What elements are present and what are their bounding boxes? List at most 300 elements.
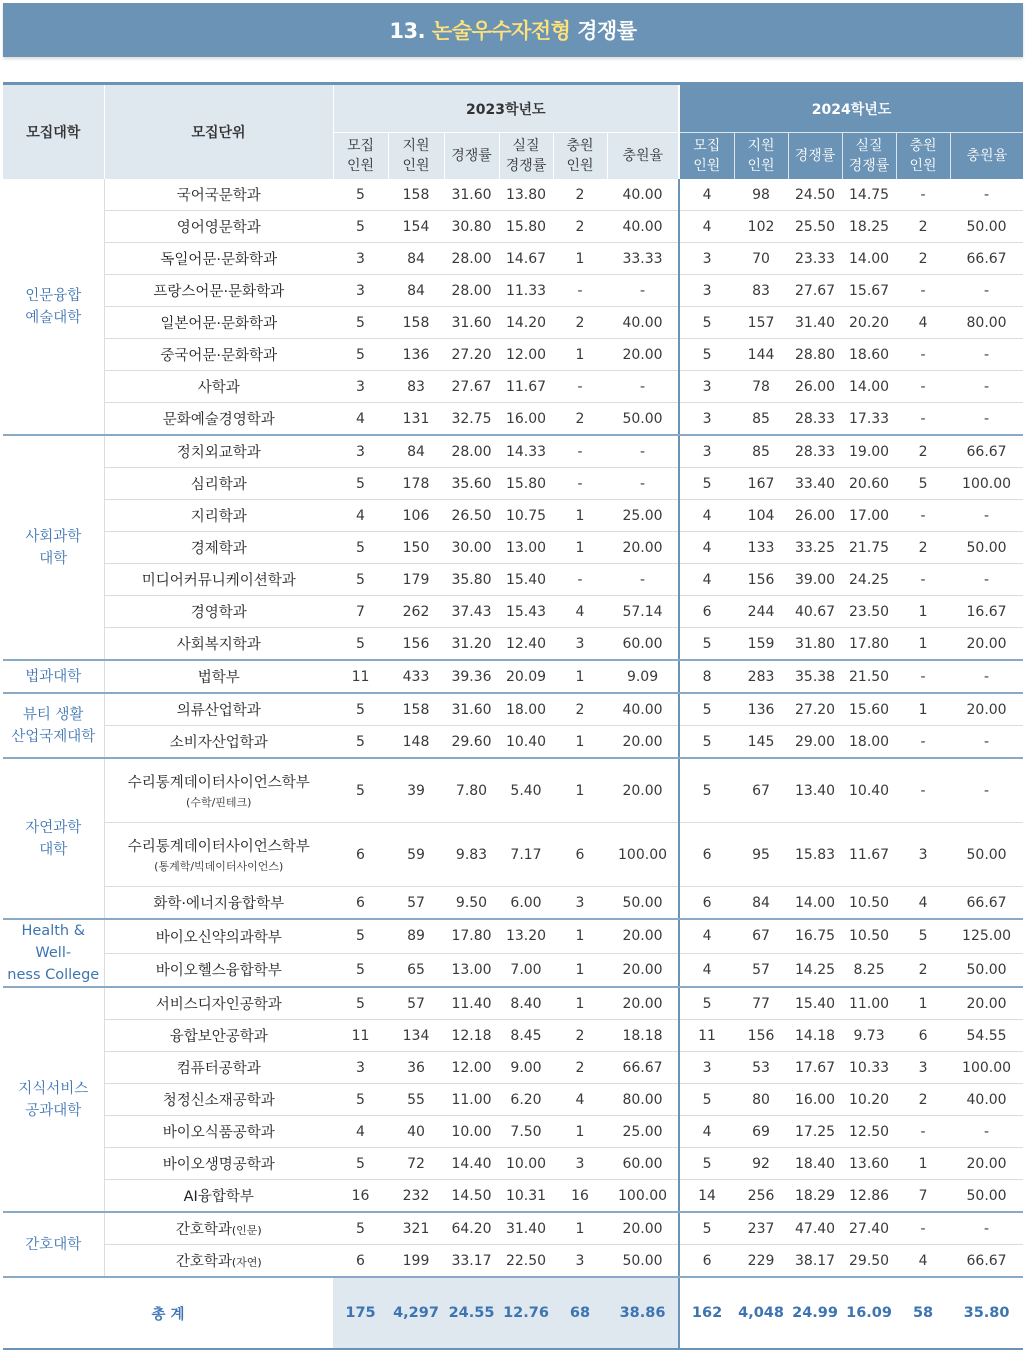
cell-y2023-0: 5 <box>333 307 388 339</box>
title-highlight: 논술우수자전형 <box>431 19 571 43</box>
cell-y2024-3: 24.25 <box>842 564 896 596</box>
cell-y2023-0: 5 <box>333 919 388 953</box>
unit-label: 수리통계데이터사이언스학부 <box>127 775 310 791</box>
cell-y2023-0: 3 <box>333 435 388 468</box>
cell-y2024-0: 3 <box>679 1052 734 1084</box>
cell-y2024-3: 14.00 <box>842 243 896 275</box>
cell-y2023-4: 1 <box>553 987 607 1020</box>
cell-y2023-2: 12.00 <box>444 1052 499 1084</box>
cell-y2024-0: 6 <box>679 1245 734 1278</box>
cell-y2024-3: 11.67 <box>842 823 896 887</box>
cell-y2024-2: 47.40 <box>788 1212 842 1245</box>
subheader-24-1: 지원 인원 <box>734 133 788 180</box>
cell-y2023-5: 40.00 <box>607 693 679 726</box>
cell-y2023-5: 60.00 <box>607 628 679 661</box>
table-row <box>3 1148 1023 1180</box>
cell-y2024-4: 5 <box>896 919 950 953</box>
cell-y2024-4: - <box>896 1116 950 1148</box>
cell-y2023-4: 2 <box>553 211 607 243</box>
unit-name <box>104 1084 333 1116</box>
header-college: 모집대학 <box>3 84 104 180</box>
cell-y2024-3: 20.20 <box>842 307 896 339</box>
cell-y2023-4: 1 <box>553 243 607 275</box>
cell-y2024-2: 28.33 <box>788 403 842 436</box>
table-row <box>3 307 1023 339</box>
cell-y2023-4: 4 <box>553 596 607 628</box>
unit-label: 소비자산업학과 <box>169 735 268 751</box>
cell-y2024-5: - <box>950 660 1023 693</box>
cell-y2023-3: 14.20 <box>499 307 553 339</box>
cell-y2024-1: 69 <box>734 1116 788 1148</box>
table-row <box>3 1245 1023 1278</box>
cell-y2023-0: 6 <box>333 823 388 887</box>
cell-y2024-1: 244 <box>734 596 788 628</box>
subheader-23-3: 실질 경쟁률 <box>499 133 553 180</box>
table-row <box>3 211 1023 243</box>
subheader-23-0: 모집 인원 <box>333 133 388 180</box>
cell-y2024-4: 3 <box>896 1052 950 1084</box>
table-row <box>3 564 1023 596</box>
cell-y2024-4: - <box>896 339 950 371</box>
cell-y2024-4: - <box>896 660 950 693</box>
cell-y2024-4: 1 <box>896 596 950 628</box>
cell-y2024-5: - <box>950 403 1023 436</box>
cell-y2023-5: - <box>607 275 679 307</box>
unit-label: 문화예술경영학과 <box>162 412 275 428</box>
cell-y2024-0: 4 <box>679 1116 734 1148</box>
cell-y2024-3: 19.00 <box>842 435 896 468</box>
cell-y2024-2: 31.40 <box>788 307 842 339</box>
cell-y2024-3: 18.00 <box>842 726 896 759</box>
unit-name <box>104 1148 333 1180</box>
cell-y2024-3: 29.50 <box>842 1245 896 1278</box>
cell-y2023-3: 10.75 <box>499 500 553 532</box>
unit-name <box>104 1245 333 1278</box>
cell-y2023-1: 84 <box>388 435 444 468</box>
cell-y2023-3: 10.40 <box>499 726 553 759</box>
cell-y2024-5: 66.67 <box>950 1245 1023 1278</box>
cell-y2024-3: 8.25 <box>842 953 896 987</box>
cell-y2024-0: 5 <box>679 628 734 661</box>
subheader-24-0: 모집 인원 <box>679 133 734 180</box>
cell-y2023-2: 31.60 <box>444 693 499 726</box>
cell-y2023-3: 16.00 <box>499 403 553 436</box>
cell-y2023-5: 33.33 <box>607 243 679 275</box>
cell-y2024-4: - <box>896 275 950 307</box>
cell-y2023-2: 28.00 <box>444 435 499 468</box>
cell-y2023-0: 5 <box>333 758 388 823</box>
unit-sub-label: (통계학/빅데이터사이언스) <box>154 860 284 873</box>
unit-label: 간호학과 <box>175 1222 232 1238</box>
cell-y2024-4: - <box>896 500 950 532</box>
unit-label: AI융합학부 <box>183 1189 254 1205</box>
cell-y2023-1: 55 <box>388 1084 444 1116</box>
cell-y2024-5: 66.67 <box>950 435 1023 468</box>
cell-y2024-1: 67 <box>734 758 788 823</box>
cell-y2024-3: 11.00 <box>842 987 896 1020</box>
page-title-bar <box>3 3 1023 57</box>
cell-y2023-3: 8.45 <box>499 1020 553 1052</box>
cell-y2024-5: 50.00 <box>950 823 1023 887</box>
cell-y2024-2: 17.67 <box>788 1052 842 1084</box>
cell-y2024-2: 35.38 <box>788 660 842 693</box>
cell-y2023-2: 14.40 <box>444 1148 499 1180</box>
cell-y2023-5: 40.00 <box>607 307 679 339</box>
cell-y2023-0: 5 <box>333 726 388 759</box>
cell-y2024-2: 28.33 <box>788 435 842 468</box>
cell-y2024-4: - <box>896 726 950 759</box>
cell-y2024-2: 33.25 <box>788 532 842 564</box>
cell-y2024-4: - <box>896 758 950 823</box>
cell-y2023-1: 178 <box>388 468 444 500</box>
cell-y2023-0: 4 <box>333 1116 388 1148</box>
cell-y2024-4: 1 <box>896 693 950 726</box>
cell-y2024-0: 5 <box>679 693 734 726</box>
cell-y2023-4: 4 <box>553 1084 607 1116</box>
cell-y2023-3: 22.50 <box>499 1245 553 1278</box>
cell-y2023-1: 179 <box>388 564 444 596</box>
unit-suffix: (자연) <box>231 1256 262 1269</box>
cell-y2023-2: 31.60 <box>444 307 499 339</box>
cell-y2023-3: 31.40 <box>499 1212 553 1245</box>
cell-y2024-5: 50.00 <box>950 1180 1023 1213</box>
cell-y2023-1: 148 <box>388 726 444 759</box>
cell-y2023-4: 1 <box>553 1212 607 1245</box>
cell-y2024-1: 85 <box>734 403 788 436</box>
table-row <box>3 532 1023 564</box>
cell-y2023-0: 5 <box>333 211 388 243</box>
cell-y2024-5: 40.00 <box>950 1084 1023 1116</box>
unit-suffix: (인문) <box>231 1224 262 1237</box>
cell-y2024-3: 23.50 <box>842 596 896 628</box>
cell-y2024-5: - <box>950 339 1023 371</box>
cell-y2023-1: 65 <box>388 953 444 987</box>
cell-y2024-1: 144 <box>734 339 788 371</box>
cell-y2023-0: 6 <box>333 887 388 920</box>
cell-y2024-5: - <box>950 275 1023 307</box>
total-y2023-0: 175 <box>333 1277 388 1349</box>
cell-y2024-0: 6 <box>679 823 734 887</box>
table-row <box>3 726 1023 759</box>
cell-y2023-4: - <box>553 435 607 468</box>
unit-label: 사회복지학과 <box>176 637 261 653</box>
cell-y2023-4: 3 <box>553 628 607 661</box>
cell-y2023-2: 10.00 <box>444 1116 499 1148</box>
cell-y2023-1: 156 <box>388 628 444 661</box>
unit-name <box>104 1212 333 1245</box>
cell-y2024-0: 5 <box>679 339 734 371</box>
table-row <box>3 339 1023 371</box>
cell-y2023-1: 262 <box>388 596 444 628</box>
cell-y2024-5: 100.00 <box>950 468 1023 500</box>
cell-y2024-5: 20.00 <box>950 1148 1023 1180</box>
cell-y2024-0: 4 <box>679 953 734 987</box>
college-name: 인문융합 예술대학 <box>3 179 104 435</box>
cell-y2023-0: 3 <box>333 275 388 307</box>
cell-y2023-5: 20.00 <box>607 532 679 564</box>
unit-name <box>104 275 333 307</box>
cell-y2024-5: 20.00 <box>950 987 1023 1020</box>
table-row <box>3 275 1023 307</box>
cell-y2024-0: 4 <box>679 532 734 564</box>
cell-y2024-2: 31.80 <box>788 628 842 661</box>
cell-y2024-3: 17.33 <box>842 403 896 436</box>
cell-y2024-2: 26.00 <box>788 500 842 532</box>
unit-name <box>104 339 333 371</box>
cell-y2023-0: 3 <box>333 243 388 275</box>
cell-y2023-2: 9.50 <box>444 887 499 920</box>
cell-y2023-4: 1 <box>553 953 607 987</box>
table-row <box>3 371 1023 403</box>
cell-y2024-1: 133 <box>734 532 788 564</box>
cell-y2023-5: 100.00 <box>607 1180 679 1213</box>
cell-y2024-1: 136 <box>734 693 788 726</box>
cell-y2023-4: 2 <box>553 693 607 726</box>
cell-y2023-4: 3 <box>553 1148 607 1180</box>
cell-y2024-3: 12.86 <box>842 1180 896 1213</box>
cell-y2023-4: 2 <box>553 1052 607 1084</box>
cell-y2024-2: 16.00 <box>788 1084 842 1116</box>
cell-y2024-0: 6 <box>679 596 734 628</box>
cell-y2024-5: 100.00 <box>950 1052 1023 1084</box>
table-row <box>3 987 1023 1020</box>
cell-y2023-1: 232 <box>388 1180 444 1213</box>
subheader-24-3: 실질 경쟁률 <box>842 133 896 180</box>
cell-y2023-4: 2 <box>553 403 607 436</box>
header-year-2023: 2023학년도 <box>333 84 679 133</box>
cell-y2023-1: 321 <box>388 1212 444 1245</box>
cell-y2024-2: 14.25 <box>788 953 842 987</box>
unit-label: 바이오신약의과학부 <box>155 929 282 946</box>
cell-y2023-3: 10.31 <box>499 1180 553 1213</box>
table-row <box>3 628 1023 661</box>
unit-label: 사학과 <box>197 380 240 396</box>
cell-y2024-5: - <box>950 1212 1023 1245</box>
subheader-23-5: 충원율 <box>607 133 679 180</box>
unit-name <box>104 660 333 693</box>
cell-y2023-1: 158 <box>388 179 444 211</box>
college-name: 뷰티 생활 산업국제대학 <box>3 693 104 758</box>
cell-y2024-3: 21.50 <box>842 660 896 693</box>
total-y2023-4: 68 <box>553 1277 607 1349</box>
cell-y2023-5: 100.00 <box>607 823 679 887</box>
cell-y2024-2: 29.00 <box>788 726 842 759</box>
cell-y2023-3: 6.20 <box>499 1084 553 1116</box>
cell-y2024-2: 13.40 <box>788 758 842 823</box>
page-title <box>389 15 636 45</box>
cell-y2023-5: 25.00 <box>607 1116 679 1148</box>
cell-y2024-3: 12.50 <box>842 1116 896 1148</box>
college-name: 간호대학 <box>3 1212 104 1277</box>
cell-y2024-3: 14.75 <box>842 179 896 211</box>
cell-y2024-1: 98 <box>734 179 788 211</box>
cell-y2023-5: 20.00 <box>607 987 679 1020</box>
cell-y2024-0: 3 <box>679 435 734 468</box>
cell-y2023-4: 1 <box>553 1116 607 1148</box>
college-name: 지식서비스 공과대학 <box>3 987 104 1212</box>
cell-y2023-5: 20.00 <box>607 339 679 371</box>
cell-y2024-1: 83 <box>734 275 788 307</box>
cell-y2024-2: 18.29 <box>788 1180 842 1213</box>
cell-y2024-1: 237 <box>734 1212 788 1245</box>
cell-y2023-1: 84 <box>388 275 444 307</box>
cell-y2023-3: 8.40 <box>499 987 553 1020</box>
cell-y2024-5: 54.55 <box>950 1020 1023 1052</box>
cell-y2023-4: - <box>553 275 607 307</box>
cell-y2023-1: 150 <box>388 532 444 564</box>
cell-y2024-0: 5 <box>679 1148 734 1180</box>
cell-y2023-0: 5 <box>333 953 388 987</box>
cell-y2024-0: 6 <box>679 887 734 920</box>
cell-y2024-0: 11 <box>679 1020 734 1052</box>
cell-y2024-5: 66.67 <box>950 243 1023 275</box>
cell-y2023-5: 18.18 <box>607 1020 679 1052</box>
cell-y2024-3: 17.80 <box>842 628 896 661</box>
unit-name <box>104 1180 333 1213</box>
cell-y2023-2: 9.83 <box>444 823 499 887</box>
cell-y2024-0: 3 <box>679 243 734 275</box>
cell-y2023-1: 106 <box>388 500 444 532</box>
unit-name <box>104 596 333 628</box>
unit-label: 컴퓨터공학과 <box>176 1061 261 1077</box>
cell-y2023-4: - <box>553 371 607 403</box>
cell-y2023-3: 12.00 <box>499 339 553 371</box>
cell-y2024-2: 24.50 <box>788 179 842 211</box>
cell-y2023-2: 7.80 <box>444 758 499 823</box>
unit-name <box>104 1116 333 1148</box>
unit-label: 수리통계데이터사이언스학부 <box>127 839 310 855</box>
cell-y2024-4: 6 <box>896 1020 950 1052</box>
cell-y2023-3: 20.09 <box>499 660 553 693</box>
cell-y2024-0: 4 <box>679 211 734 243</box>
header-year-2024: 2024학년도 <box>679 84 1023 133</box>
cell-y2024-3: 17.00 <box>842 500 896 532</box>
cell-y2024-2: 16.75 <box>788 919 842 953</box>
cell-y2024-3: 27.40 <box>842 1212 896 1245</box>
cell-y2024-4: - <box>896 1212 950 1245</box>
cell-y2024-0: 5 <box>679 468 734 500</box>
cell-y2024-1: 167 <box>734 468 788 500</box>
unit-name <box>104 403 333 436</box>
cell-y2023-1: 158 <box>388 307 444 339</box>
unit-label: 심리학과 <box>190 477 247 493</box>
cell-y2023-1: 40 <box>388 1116 444 1148</box>
unit-name <box>104 500 333 532</box>
cell-y2024-0: 5 <box>679 987 734 1020</box>
cell-y2023-5: - <box>607 371 679 403</box>
cell-y2023-3: 12.40 <box>499 628 553 661</box>
title-suffix: 경쟁률 <box>570 19 637 43</box>
cell-y2023-0: 7 <box>333 596 388 628</box>
cell-y2023-5: - <box>607 468 679 500</box>
table-row <box>3 887 1023 920</box>
cell-y2023-2: 14.50 <box>444 1180 499 1213</box>
cell-y2024-1: 156 <box>734 1020 788 1052</box>
cell-y2023-2: 12.18 <box>444 1020 499 1052</box>
cell-y2023-0: 4 <box>333 500 388 532</box>
cell-y2023-2: 13.00 <box>444 953 499 987</box>
cell-y2024-1: 85 <box>734 435 788 468</box>
cell-y2023-5: 60.00 <box>607 1148 679 1180</box>
college-name: 사회과학 대학 <box>3 435 104 660</box>
cell-y2024-4: 2 <box>896 435 950 468</box>
cell-y2024-1: 77 <box>734 987 788 1020</box>
unit-label: 중국어문·문화학과 <box>160 348 278 364</box>
cell-y2023-5: 40.00 <box>607 211 679 243</box>
cell-y2024-2: 15.83 <box>788 823 842 887</box>
cell-y2023-2: 30.80 <box>444 211 499 243</box>
cell-y2023-3: 15.80 <box>499 468 553 500</box>
subheader-23-4: 충원 인원 <box>553 133 607 180</box>
cell-y2024-5: 125.00 <box>950 919 1023 953</box>
unit-name <box>104 1020 333 1052</box>
cell-y2024-2: 27.67 <box>788 275 842 307</box>
unit-label: 지리학과 <box>190 509 247 525</box>
table-row <box>3 660 1023 693</box>
cell-y2023-1: 136 <box>388 339 444 371</box>
cell-y2023-5: 20.00 <box>607 726 679 759</box>
cell-y2023-0: 11 <box>333 660 388 693</box>
table-row <box>3 435 1023 468</box>
cell-y2024-2: 14.18 <box>788 1020 842 1052</box>
cell-y2024-1: 78 <box>734 371 788 403</box>
cell-y2024-0: 3 <box>679 371 734 403</box>
cell-y2023-3: 7.50 <box>499 1116 553 1148</box>
table-row <box>3 1084 1023 1116</box>
unit-name <box>104 887 333 920</box>
cell-y2023-4: 1 <box>553 532 607 564</box>
cell-y2023-2: 27.20 <box>444 339 499 371</box>
cell-y2024-5: - <box>950 500 1023 532</box>
unit-name <box>104 758 333 823</box>
subheader-23-2: 경쟁률 <box>444 133 499 180</box>
cell-y2024-2: 18.40 <box>788 1148 842 1180</box>
cell-y2023-3: 10.00 <box>499 1148 553 1180</box>
cell-y2023-4: - <box>553 468 607 500</box>
unit-label: 영어영문학과 <box>176 220 261 236</box>
header-unit: 모집단위 <box>104 84 333 180</box>
cell-y2024-1: 256 <box>734 1180 788 1213</box>
cell-y2023-4: 1 <box>553 726 607 759</box>
cell-y2024-2: 39.00 <box>788 564 842 596</box>
unit-label: 바이오헬스융합학부 <box>155 963 282 980</box>
unit-name <box>104 628 333 661</box>
total-y2023-5: 38.86 <box>607 1277 679 1349</box>
cell-y2023-3: 6.00 <box>499 887 553 920</box>
cell-y2024-5: 20.00 <box>950 628 1023 661</box>
cell-y2024-0: 5 <box>679 307 734 339</box>
unit-name <box>104 179 333 211</box>
cell-y2023-1: 131 <box>388 403 444 436</box>
subheader-24-2: 경쟁률 <box>788 133 842 180</box>
cell-y2023-0: 5 <box>333 1212 388 1245</box>
cell-y2024-1: 159 <box>734 628 788 661</box>
unit-label: 정치외교학과 <box>176 445 261 461</box>
unit-name <box>104 435 333 468</box>
unit-label: 바이오생명공학과 <box>162 1157 275 1173</box>
title-prefix: 13. <box>389 19 432 43</box>
cell-y2024-0: 4 <box>679 564 734 596</box>
cell-y2024-1: 145 <box>734 726 788 759</box>
unit-label: 간호학과 <box>175 1254 232 1270</box>
cell-y2023-0: 6 <box>333 1245 388 1278</box>
unit-name <box>104 693 333 726</box>
cell-y2023-4: 3 <box>553 1245 607 1278</box>
total-y2024-4: 58 <box>896 1277 950 1349</box>
cell-y2023-4: 6 <box>553 823 607 887</box>
cell-y2024-1: 104 <box>734 500 788 532</box>
unit-name <box>104 468 333 500</box>
